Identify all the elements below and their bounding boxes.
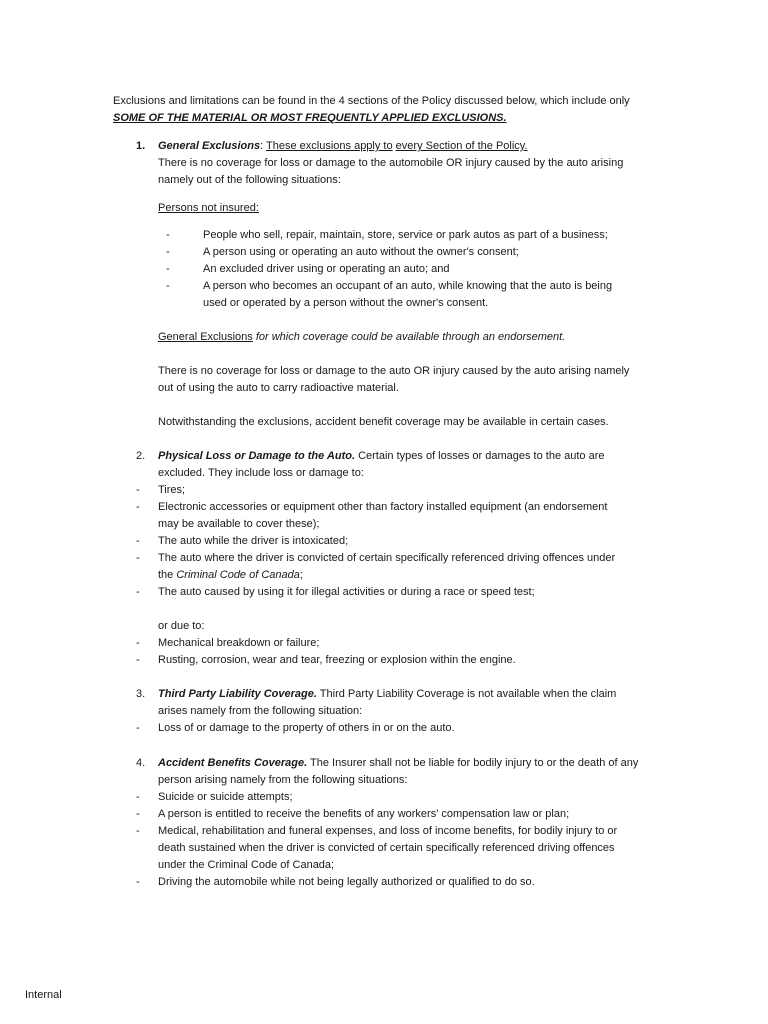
- section-2-heading-line: [158, 448, 605, 465]
- section-1-subheading-a: These exclusions apply to: [266, 140, 393, 152]
- section-2-text-l1: Certain types of losses or damages to the auto are: [355, 450, 605, 462]
- section-2-heading: Physical Loss or Damage to the Auto.: [158, 450, 356, 462]
- section-2-number: 2.: [136, 450, 146, 462]
- section-4-item-1: Suicide or suicide attempts;: [158, 791, 293, 803]
- section-1-para1-line2: namely out of the following situations:: [158, 174, 341, 186]
- section-1-subheading-b: every Section of the Policy.: [395, 140, 528, 152]
- section-3-heading-line: [158, 686, 616, 703]
- section-1-colon: :: [260, 140, 267, 152]
- section-1-number: 1.: [136, 140, 146, 152]
- intro-line-2: SOME OF THE MATERIAL OR MOST FREQUENTLY APPLIED EXCLUSIONS.: [113, 112, 507, 124]
- section-2-item-4-end: ;: [299, 569, 303, 581]
- intro-line-1: Exclusions and limitations can be found in the 4 sections of the Policy discussed below, which include only: [113, 95, 630, 107]
- footer-classification: Internal: [25, 989, 62, 1001]
- persons-bullet-1: People who sell, repair, maintain, store, service or park autos as part of a business;: [203, 229, 608, 241]
- section-2-item-5: The auto caused by using it for illegal activities or during a race or speed test;: [158, 586, 535, 598]
- section-2-item-1: Tires;: [158, 484, 186, 496]
- section-4-text-l2: person arising namely from the following situations:: [158, 774, 408, 786]
- section-4-heading: Accident Benefits Coverage.: [158, 757, 308, 769]
- bullet-dash: -: [136, 535, 140, 547]
- bullet-dash: -: [136, 825, 140, 837]
- section-2-due-item-1: Mechanical breakdown or failure;: [158, 637, 320, 649]
- section-2-item-4-the: the: [158, 569, 177, 581]
- section-1-para3: Notwithstanding the exclusions, accident benefit coverage may be available in certain cases.: [158, 416, 609, 428]
- bullet-dash: -: [136, 484, 140, 496]
- section-4-item-4: Driving the automobile while not being legally authorized or qualified to do so.: [158, 876, 535, 888]
- section-4-item-3-cont2: under the Criminal Code of Canada;: [158, 859, 335, 871]
- section-2-item-4: The auto where the driver is convicted of certain specifically referenced driving offences under: [158, 552, 616, 564]
- endorsement-text: for which coverage could be available through an endorsement.: [252, 331, 566, 343]
- section-4-heading-line: [158, 755, 638, 772]
- endorsement-label: General Exclusions: [158, 331, 253, 343]
- section-2-item-3: The auto while the driver is intoxicated;: [158, 535, 349, 547]
- section-3-item: Loss of or damage to the property of others in or on the auto.: [158, 722, 455, 734]
- bullet-dash: -: [136, 637, 140, 649]
- bullet-dash: -: [136, 654, 140, 666]
- bullet-dash: -: [136, 791, 140, 803]
- bullet-dash: -: [136, 552, 140, 564]
- criminal-code-ref: Criminal Code of Canada: [176, 569, 300, 581]
- section-3-number: 3.: [136, 688, 146, 700]
- endorsement-line: [158, 329, 565, 346]
- section-3-text-l2: arises namely from the following situation:: [158, 705, 363, 717]
- persons-bullet-3: An excluded driver using or operating an auto; and: [203, 263, 450, 275]
- section-2-text-l2: excluded. They include loss or damage to:: [158, 467, 364, 479]
- section-2-item-2-cont: may be available to cover these);: [158, 518, 320, 530]
- section-2-due-item-2: Rusting, corrosion, wear and tear, freezing or explosion within the engine.: [158, 654, 516, 666]
- section-4-text-l1: The Insurer shall not be liable for bodily injury to or the death of any: [307, 757, 639, 769]
- bullet-dash: -: [136, 876, 140, 888]
- persons-bullet-2: A person using or operating an auto without the owner's consent;: [203, 246, 519, 258]
- bullet-dash: -: [136, 501, 140, 513]
- bullet-dash: -: [166, 280, 170, 292]
- persons-not-insured-label: Persons not insured:: [158, 202, 259, 214]
- section-2-due-to: or due to:: [158, 620, 205, 632]
- bullet-dash: -: [166, 229, 170, 241]
- section-4-item-3-cont: death sustained when the driver is convicted of certain specifically referenced driving offences: [158, 842, 615, 854]
- persons-bullet-4-cont: used or operated by a person without the owner's consent.: [203, 297, 489, 309]
- section-1-para1-line1: There is no coverage for loss or damage to the automobile OR injury caused by the auto arising: [158, 157, 624, 169]
- section-4-item-3: Medical, rehabilitation and funeral expenses, and loss of income benefits, for bodily injury to or: [158, 825, 618, 837]
- section-2-item-2: Electronic accessories or equipment other than factory installed equipment (an endorsement: [158, 501, 608, 513]
- section-1-heading: General Exclusions: [158, 140, 261, 152]
- section-3-text-l1: Third Party Liability Coverage is not available when the claim: [316, 688, 617, 700]
- section-2-item-4-cont: [158, 567, 303, 584]
- persons-bullet-4: A person who becomes an occupant of an auto, while knowing that the auto is being: [203, 280, 613, 292]
- bullet-dash: -: [136, 722, 140, 734]
- section-4-number: 4.: [136, 757, 146, 769]
- bullet-dash: -: [166, 263, 170, 275]
- section-4-item-2: A person is entitled to receive the benefits of any workers' compensation law or plan;: [158, 808, 570, 820]
- bullet-dash: -: [136, 586, 140, 598]
- bullet-dash: -: [136, 808, 140, 820]
- section-3-heading: Third Party Liability Coverage.: [158, 688, 317, 700]
- bullet-dash: -: [166, 246, 170, 258]
- section-1-para2-line2: out of using the auto to carry radioactive material.: [158, 382, 399, 394]
- section-1-para2-line1: There is no coverage for loss or damage to the auto OR injury caused by the auto arising namely: [158, 365, 630, 377]
- section-1-heading-line: [158, 138, 528, 155]
